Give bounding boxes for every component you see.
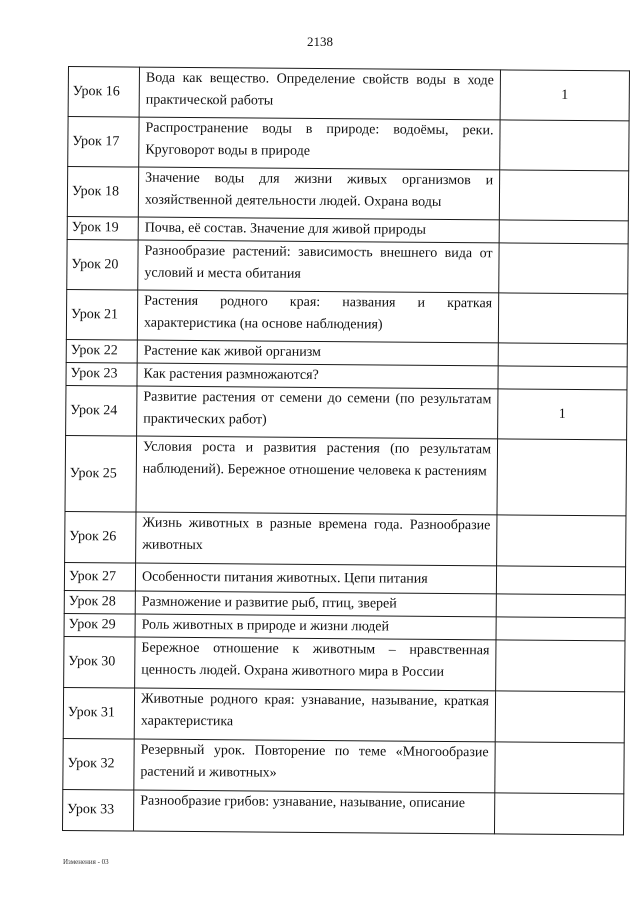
topic-cell: Животные родного края: узнавание, называние, краткая характеристика <box>134 688 495 742</box>
table-row <box>65 435 627 515</box>
table-row <box>66 385 627 439</box>
hours-cell <box>494 793 623 835</box>
table-row <box>62 789 623 834</box>
hours-cell <box>498 343 627 367</box>
hours-cell <box>497 439 627 516</box>
topic-cell: Бережное отношение к животным – нравственная ценность людей. Охрана животного мира в России <box>135 637 496 691</box>
table-row <box>64 562 625 594</box>
hours-cell <box>495 742 624 794</box>
topic-cell: Растения родного края: названия и краткая характеристика (на основе наблюдения) <box>137 290 498 343</box>
table-row <box>63 738 624 793</box>
lesson-cell: Урок 31 <box>63 687 134 739</box>
hours-cell: 1 <box>498 389 627 440</box>
footer-note: Изменения - 03 <box>63 858 109 866</box>
table-row <box>66 289 627 343</box>
hours-cell <box>497 515 626 567</box>
lesson-cell: Урок 16 <box>68 67 139 118</box>
lesson-cell: Урок 26 <box>65 511 136 563</box>
lesson-cell: Урок 22 <box>66 339 137 363</box>
table-row <box>68 67 629 121</box>
topic-cell: Особенности питания животных. Цепи питания <box>135 563 496 594</box>
hours-cell <box>499 220 628 244</box>
lesson-cell: Урок 23 <box>66 362 137 386</box>
hours-cell <box>499 243 628 294</box>
hours-cell <box>500 120 629 171</box>
lesson-cell: Урок 33 <box>62 789 133 831</box>
hours-cell <box>496 594 625 618</box>
lesson-cell: Урок 27 <box>64 562 135 591</box>
hours-cell <box>496 617 625 641</box>
lesson-cell: Урок 30 <box>64 636 135 688</box>
table-row <box>67 167 628 221</box>
lesson-cell: Урок 24 <box>66 385 137 436</box>
lesson-cell: Урок 28 <box>64 590 135 614</box>
table-row <box>67 239 628 293</box>
lesson-cell: Урок 21 <box>66 289 137 340</box>
lesson-cell: Урок 18 <box>67 167 138 218</box>
hours-cell <box>498 366 627 390</box>
topic-cell: Вода как вещество. Определение свойств воды в ходе практической работы <box>139 67 500 120</box>
lesson-cell: Урок 19 <box>67 216 138 240</box>
topic-cell: Развитие растения от семени до семени (по результатам практических работ) <box>137 386 498 439</box>
topic-cell: Разнообразие растений: зависимость внешнего вида от условий и места обитания <box>138 240 499 293</box>
topic-cell: Жизнь животных в разные времена года. Разнообразие животных <box>136 512 497 566</box>
topic-cell: Почва, её состав. Значение для живой природы <box>138 217 499 243</box>
lesson-table <box>62 66 630 835</box>
table-row <box>65 511 626 566</box>
hours-cell <box>496 640 625 692</box>
lesson-cell: Урок 25 <box>65 435 137 512</box>
hours-cell <box>498 293 627 344</box>
lesson-cell: Урок 29 <box>64 613 135 637</box>
topic-cell: Распространение воды в природе: водоёмы, реки. Круговорот воды в природе <box>139 117 500 170</box>
hours-cell: 1 <box>500 70 629 121</box>
hours-cell <box>496 566 625 595</box>
hours-cell <box>495 691 624 743</box>
topic-cell: Как растения размножаются? <box>137 363 498 389</box>
topic-cell: Значение воды для жизни живых организмов и хозяйственной деятельности людей. Охрана воды <box>138 167 499 220</box>
page-number: 2138 <box>307 34 333 49</box>
lesson-cell: Урок 17 <box>68 117 139 168</box>
lesson-cell: Урок 32 <box>63 738 134 790</box>
table-row <box>64 636 625 691</box>
topic-cell: Растение как живой организм <box>137 340 498 366</box>
topic-cell: Резервный урок. Повторение по теме «Многообразие растений и животных» <box>134 739 495 793</box>
topic-cell: Роль животных в природе и жизни людей <box>135 614 496 640</box>
table-row <box>68 117 629 171</box>
topic-cell: Разнообразие грибов: узнавание, называние, описание <box>133 790 494 834</box>
topic-cell: Размножение и развитие рыб, птиц, зверей <box>135 591 496 617</box>
table-row <box>63 687 624 742</box>
hours-cell <box>499 170 628 221</box>
lesson-cell: Урок 20 <box>67 239 138 290</box>
topic-cell: Условия роста и развития растения (по результатам наблюдений). Бережное отношение человека к растениям <box>136 436 498 515</box>
